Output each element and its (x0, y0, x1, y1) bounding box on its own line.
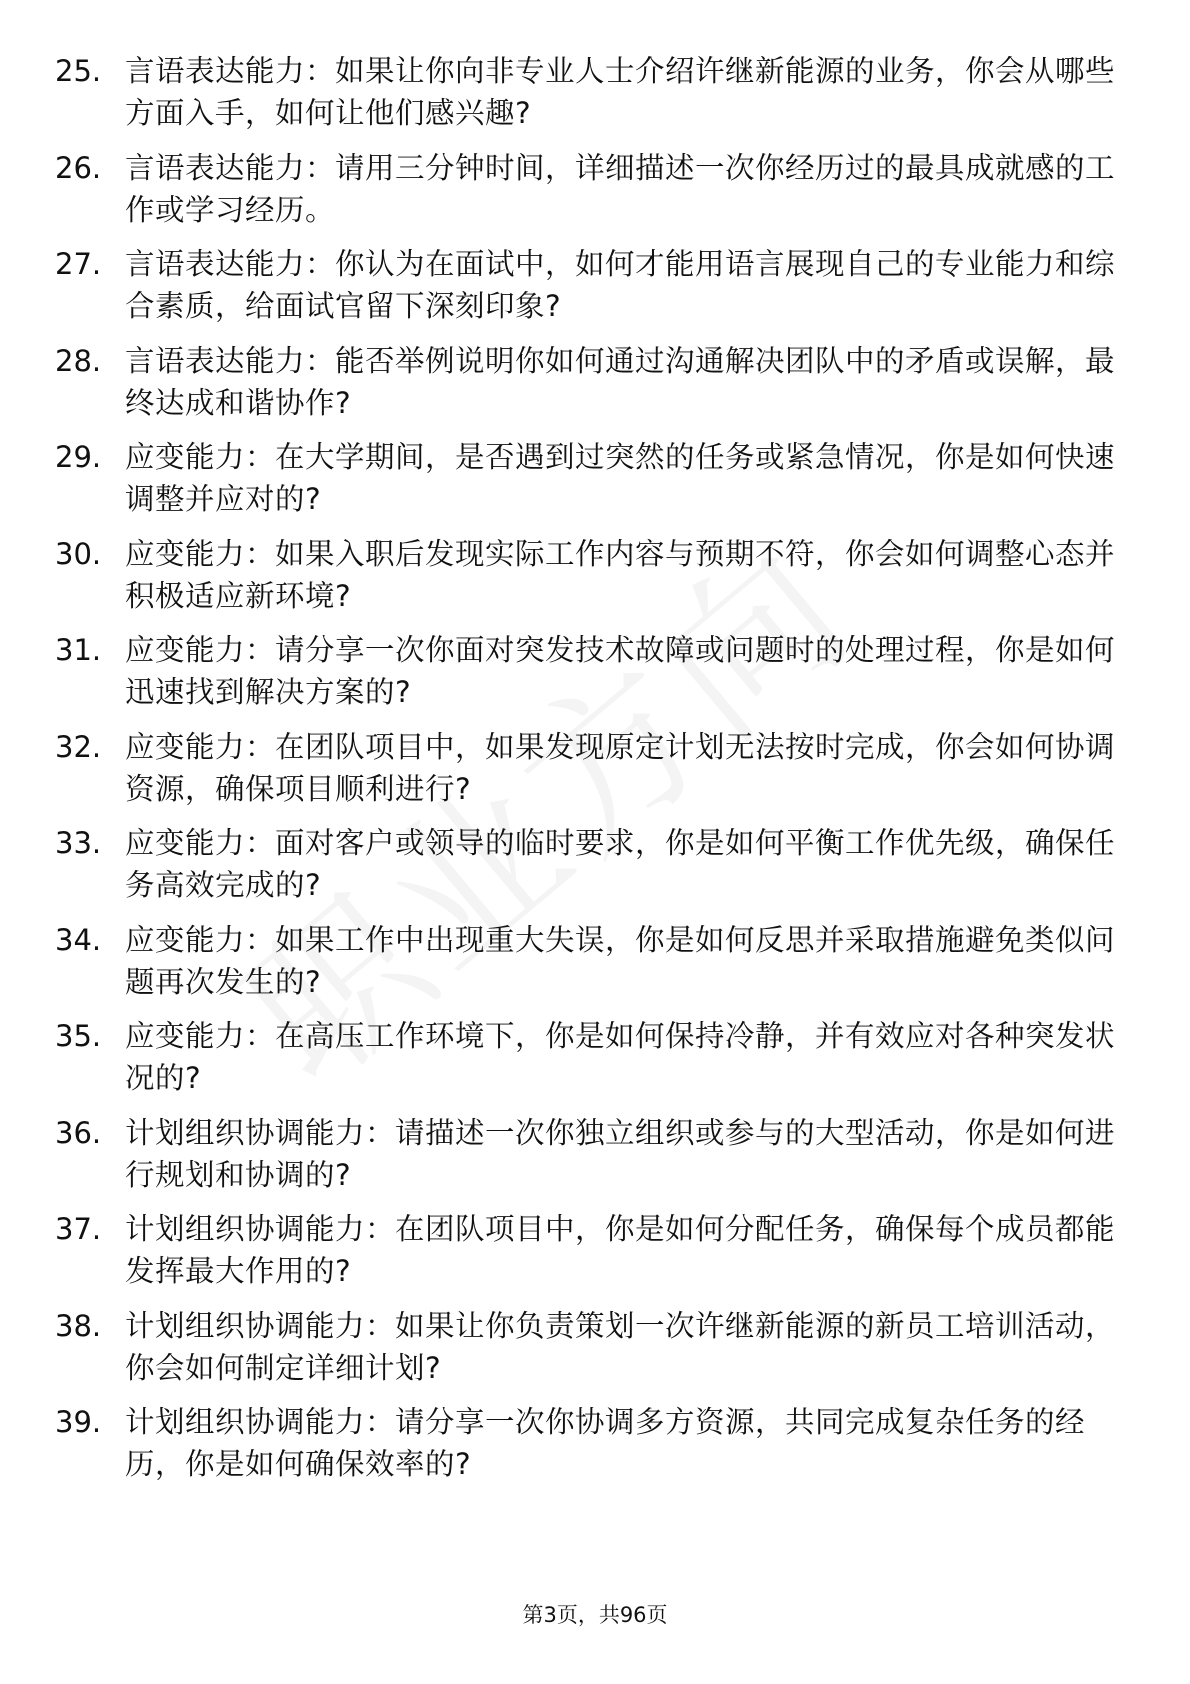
question-text: 应变能力：如果入职后发现实际工作内容与预期不符，你会如何调整心态并积极适应新环境? (125, 536, 1116, 613)
question-item (55, 1015, 1135, 1112)
page-number: 第3页，共96页 (522, 1603, 668, 1627)
question-item (55, 822, 1135, 919)
question-number: 35. (55, 1019, 102, 1053)
question-number: 27. (55, 247, 102, 281)
question-text: 言语表达能力：能否举例说明你如何通过沟通解决团队中的矛盾或误解，最终达成和谐协作? (125, 343, 1116, 420)
question-item (55, 1208, 1135, 1305)
question-item (55, 1401, 1135, 1498)
question-item (55, 1112, 1135, 1209)
question-number: 37. (55, 1212, 102, 1246)
question-text: 言语表达能力：请用三分钟时间，详细描述一次你经历过的最具成就感的工作或学习经历。 (125, 150, 1116, 227)
question-number: 25. (55, 54, 102, 88)
question-number: 30. (55, 536, 102, 571)
question-text: 应变能力：在高压工作环境下，你是如何保持冷静，并有效应对各种突发状况的? (125, 1019, 1116, 1095)
question-text: 言语表达能力：如果让你向非专业人士介绍许继新能源的业务，你会从哪些方面入手，如何让他们感兴趣? (125, 54, 1116, 130)
question-text: 计划组织协调能力：请分享一次你协调多方资源，共同完成复杂任务的经历，你是如何确保效率的? (125, 1405, 1086, 1481)
question-item (55, 629, 1135, 726)
question-number: 39. (55, 1405, 102, 1439)
question-number: 33. (55, 826, 102, 860)
question-text: 言语表达能力：你认为在面试中，如何才能用语言展现自己的专业能力和综合素质，给面试官留下深刻印象? (125, 247, 1116, 323)
question-text: 应变能力：如果工作中出现重大失误，你是如何反思并采取措施避免类似问题再次发生的? (125, 922, 1116, 999)
question-text: 应变能力：在大学期间，是否遇到过突然的任务或紧急情况，你是如何快速调整并应对的? (125, 440, 1116, 516)
question-text: 计划组织协调能力：在团队项目中，你是如何分配任务，确保每个成员都能发挥最大作用的? (125, 1212, 1116, 1288)
question-text: 应变能力：面对客户或领导的临时要求，你是如何平衡工作优先级，确保任务高效完成的? (125, 826, 1116, 902)
question-text: 计划组织协调能力：如果让你负责策划一次许继新能源的新员工培训活动，你会如何制定详细计划? (125, 1308, 1116, 1385)
question-number: 36. (55, 1115, 102, 1150)
question-number: 26. (55, 150, 102, 185)
question-number: 32. (55, 729, 102, 764)
question-item (55, 340, 1135, 437)
question-number: 38. (55, 1308, 102, 1343)
question-item (55, 50, 1135, 147)
question-list (55, 50, 1135, 1498)
question-number: 34. (55, 922, 102, 957)
question-text: 应变能力：在团队项目中，如果发现原定计划无法按时完成，你会如何协调资源，确保项目顺利进行? (125, 729, 1116, 806)
question-text: 计划组织协调能力：请描述一次你独立组织或参与的大型活动，你是如何进行规划和协调的? (125, 1115, 1116, 1192)
question-text: 应变能力：请分享一次你面对突发技术故障或问题时的处理过程，你是如何迅速找到解决方案的? (125, 633, 1116, 709)
question-number: 28. (55, 343, 102, 378)
question-item (55, 436, 1135, 533)
question-item (55, 243, 1135, 340)
question-item (55, 147, 1135, 244)
question-number: 31. (55, 633, 102, 667)
question-item (55, 1305, 1135, 1402)
question-item (55, 726, 1135, 823)
question-item (55, 919, 1135, 1016)
question-number: 29. (55, 440, 102, 474)
question-item (55, 533, 1135, 630)
